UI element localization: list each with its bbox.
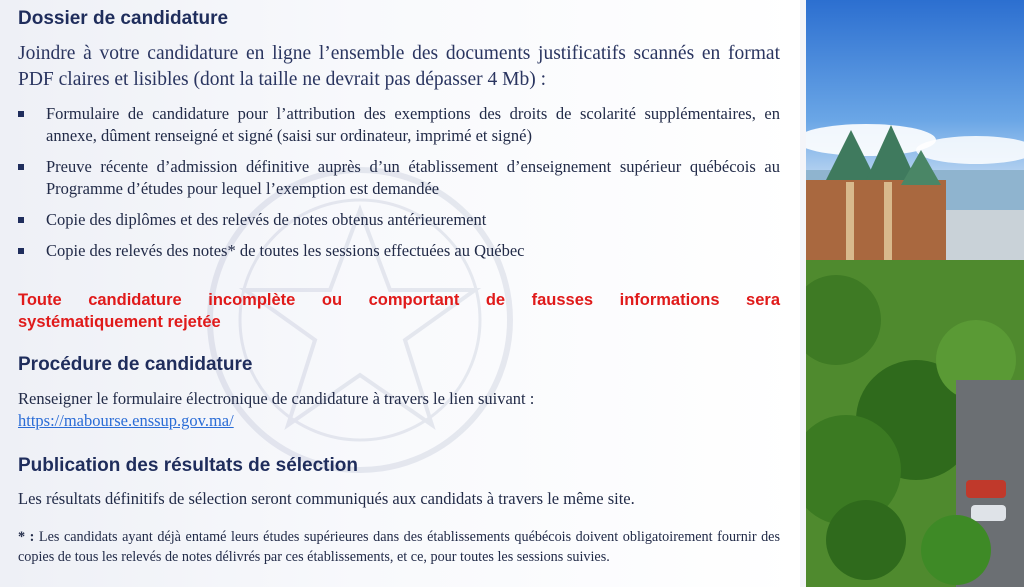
quebec-chateau-photo	[806, 0, 1024, 587]
list-item-text: Copie des diplômes et des relevés de notes obtenus antérieurement	[46, 210, 487, 229]
list-item	[18, 240, 780, 262]
list-item-text: Formulaire de candidature pour l’attribution des exemptions des droits de scolarité supplémentaires, en annexe, dûment renseigné et signé (saisi sur ordinateur, imprimé et signé)	[46, 104, 780, 145]
dossier-intro: Joindre à votre candidature en ligne l’ensemble des documents justificatifs scannés en format PDF claires et lisibles (dont la taille ne devrait pas dépasser 4 Mb) :	[18, 43, 780, 90]
publication-heading: Publication des résultats de sélection	[18, 455, 358, 476]
procedure-instruction: Renseigner le formulaire électronique de candidature à travers le lien suivant :	[18, 389, 535, 408]
procedure-text	[18, 388, 780, 432]
footnote-marker: * :	[18, 529, 35, 545]
list-item-text: Preuve récente d’admission définitive auprès d’un établissement d’enseignement supérieur québécois au Programme d’études pour lequel l’exemption est demandée	[46, 157, 780, 198]
square-bullet-icon	[18, 248, 24, 254]
square-bullet-icon	[18, 217, 24, 223]
procedure-heading: Procédure de candidature	[18, 354, 253, 375]
incomplete-warning: Toute candidature incomplète ou comportant de fausses informations sera	[18, 291, 780, 309]
footnote-text: Les candidats ayant déjà entamé leurs études supérieures dans des établissements québécois doivent obligatoirement fournir des copies de tous les relevés de notes délivrés par ces établissements, et ce, pour toutes les sessions suivies.	[18, 529, 780, 565]
publication-text: Les résultats définitifs de sélection seront communiqués aux candidats à travers le même site.	[18, 489, 635, 508]
list-item	[18, 103, 780, 147]
square-bullet-icon	[18, 164, 24, 170]
required-documents-list	[18, 103, 780, 271]
list-item-text: Copie des relevés des notes* de toutes les sessions effectuées au Québec	[46, 241, 525, 260]
application-link[interactable]: https://mabourse.enssup.gov.ma/	[18, 411, 234, 430]
dossier-heading: Dossier de candidature	[18, 8, 229, 29]
list-item	[18, 209, 780, 231]
footnote	[18, 527, 780, 567]
list-item	[18, 156, 780, 200]
incomplete-warning-continued: systématiquement rejetée	[18, 313, 221, 331]
square-bullet-icon	[18, 111, 24, 117]
